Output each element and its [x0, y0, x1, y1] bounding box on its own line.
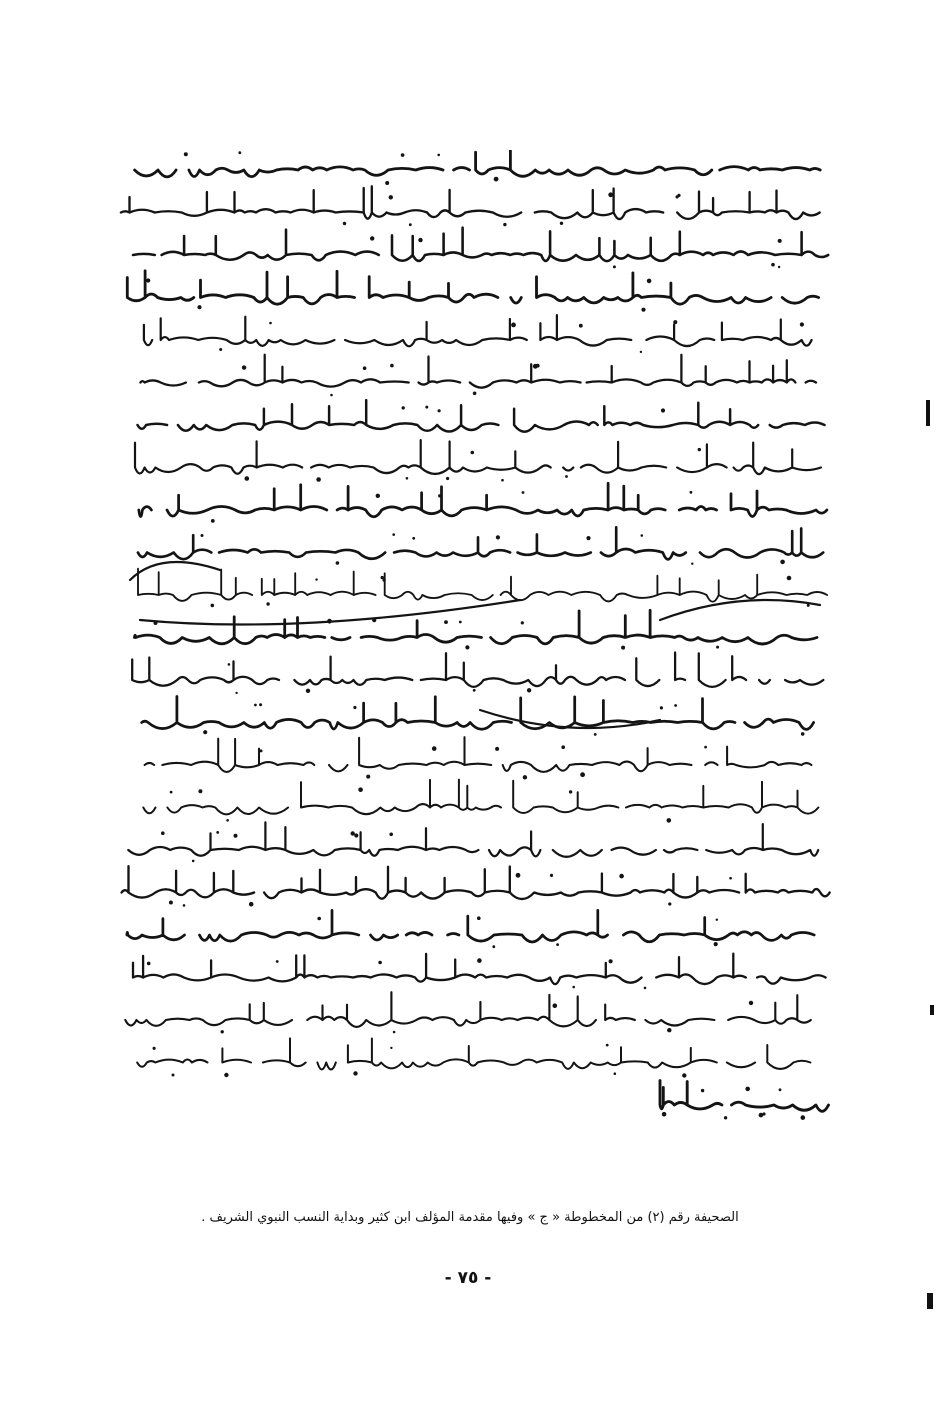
diacritic-dot — [533, 364, 538, 369]
script-line — [138, 527, 823, 559]
diacritic-dot — [219, 348, 222, 351]
diacritic-dot — [276, 960, 279, 963]
diacritic-dot — [228, 663, 231, 666]
diacritic-dot — [640, 351, 642, 353]
script-line — [107, 866, 830, 899]
diacritic-dot — [473, 689, 476, 692]
diacritic-dot — [390, 364, 394, 368]
diacritic-dot — [800, 322, 804, 326]
diacritic-dot — [343, 222, 346, 225]
diacritic-dot — [579, 324, 583, 328]
diacritic-dot — [674, 704, 677, 707]
page-number: - ٧٥ - — [444, 1268, 492, 1288]
diacritic-dot — [641, 534, 644, 537]
diacritic-dot — [641, 308, 645, 312]
diacritic-dot — [749, 1001, 753, 1005]
diacritic-dot — [366, 775, 370, 779]
diacritic-dot — [661, 408, 665, 412]
diacritic-dot — [527, 688, 531, 692]
diacritic-dot — [494, 177, 499, 182]
diacritic-dot — [465, 645, 469, 649]
script-line — [660, 1081, 829, 1112]
diacritic-dot — [608, 192, 613, 197]
diacritic-dot — [392, 533, 395, 536]
script-line — [145, 737, 812, 772]
diacritic-dot — [238, 151, 241, 154]
diacritic-dot — [393, 1031, 396, 1034]
diacritic-dot — [183, 904, 186, 907]
script-line — [135, 440, 821, 474]
diacritic-dot — [780, 560, 785, 565]
script-line — [137, 1038, 810, 1069]
script-line — [143, 780, 818, 815]
script-line — [121, 186, 820, 219]
diacritic-dot — [477, 958, 482, 963]
diacritic-dot — [376, 494, 380, 498]
diacritic-dot — [511, 323, 516, 328]
diacritic-dot — [522, 491, 525, 494]
diacritic-dot — [330, 394, 333, 397]
diacritic-dot — [503, 223, 506, 226]
diacritic-dot — [221, 1030, 224, 1033]
diacritic-dot — [523, 775, 527, 779]
diacritic-dot — [621, 646, 625, 650]
diacritic-dot — [169, 901, 173, 905]
diacritic-dot — [778, 266, 780, 268]
diacritic-dot — [609, 959, 613, 963]
script-line — [142, 697, 814, 730]
diacritic-dot — [363, 366, 367, 370]
diacritic-dot — [351, 831, 355, 835]
diacritic-dot — [172, 1074, 175, 1077]
diacritic-dot — [412, 537, 415, 540]
diacritic-dot — [668, 902, 671, 905]
script-line — [119, 822, 819, 856]
diacritic-dot — [353, 706, 356, 709]
diacritic-dot — [778, 239, 782, 243]
diacritic-dot — [266, 602, 269, 605]
diacritic-dot — [437, 154, 440, 157]
diacritic-dot — [161, 831, 165, 835]
diacritic-dot — [759, 1113, 764, 1118]
diacritic-dot — [690, 491, 693, 494]
diacritic-dot — [594, 733, 597, 736]
diacritic-dot — [259, 703, 262, 706]
diacritic-dot — [745, 1087, 750, 1092]
diacritic-dot — [614, 1072, 617, 1075]
diacritic-dot — [501, 479, 504, 482]
diacritic-dot — [438, 494, 441, 497]
script-line — [140, 355, 816, 388]
script-line — [122, 150, 820, 177]
diacritic-dot — [316, 477, 321, 482]
diacritic-dot — [203, 730, 207, 734]
diacritic-dot — [385, 181, 389, 185]
diacritic-dot — [211, 519, 215, 523]
diacritic-dot — [269, 322, 272, 325]
diacritic-dot — [446, 477, 449, 480]
diacritic-dot — [606, 1044, 609, 1047]
diacritic-dot — [553, 1003, 558, 1008]
diacritic-dot — [580, 772, 585, 777]
diacritic-dot — [184, 152, 188, 156]
diacritic-dot — [779, 1088, 782, 1091]
diacritic-dot — [521, 621, 524, 624]
script-line — [139, 483, 827, 517]
diacritic-dot — [146, 278, 150, 282]
diacritic-dot — [565, 475, 568, 478]
diacritic-dot — [406, 477, 409, 480]
diacritic-dot — [390, 1047, 392, 1049]
script-line — [144, 315, 812, 346]
diacritic-dot — [198, 789, 202, 793]
diacritic-dot — [644, 987, 647, 990]
diacritic-dot — [667, 818, 672, 823]
diacritic-dot — [682, 1073, 686, 1077]
diacritic-dot — [315, 578, 317, 580]
diacritic-dot — [556, 943, 559, 946]
diacritic-dot — [389, 195, 393, 199]
diacritic-dot — [550, 874, 553, 877]
diacritic-dot — [370, 236, 374, 240]
diacritic-dot — [254, 704, 257, 707]
diacritic-dot — [432, 746, 437, 751]
diacritic-dot — [147, 962, 151, 966]
diacritic-dot — [704, 746, 707, 749]
diacritic-dot — [224, 1073, 228, 1077]
diacritic-dot — [561, 745, 565, 749]
diacritic-dot — [260, 749, 263, 752]
diacritic-dot — [801, 1115, 806, 1120]
diacritic-dot — [477, 916, 481, 920]
diacritic-dot — [402, 406, 405, 409]
diacritic-dot — [673, 320, 677, 324]
diacritic-dot — [771, 263, 775, 267]
diacritic-dot — [354, 833, 358, 837]
diacritic-dot — [586, 536, 590, 540]
diacritic-dot — [495, 747, 499, 751]
diacritic-dot — [234, 834, 238, 838]
diacritic-dot — [459, 621, 462, 624]
diacritic-dot — [170, 791, 173, 794]
diacritic-dot — [153, 1047, 156, 1050]
script-line — [132, 653, 823, 687]
diacritic-dot — [216, 831, 219, 834]
diacritic-dot — [358, 787, 363, 792]
diacritic-dot — [698, 448, 701, 451]
scan-edge-mark — [926, 400, 930, 426]
diacritic-dot — [192, 860, 195, 863]
diacritic-dot — [619, 874, 624, 879]
diacritic-dot — [516, 873, 521, 878]
diacritic-dot — [729, 877, 732, 880]
figure-caption: الصحيفة رقم (٢) من المخطوطة « ج » وفيها مقدمة المؤلف ابن كثير وبداية النسب النبوي الشريف . — [201, 1210, 739, 1225]
diacritic-dot — [378, 961, 382, 965]
diacritic-dot — [409, 223, 412, 226]
diacritic-dot — [418, 238, 422, 242]
diacritic-dot — [425, 406, 428, 409]
diacritic-dot — [569, 790, 572, 793]
diacritic-dot — [716, 646, 719, 649]
diacritic-dot — [336, 561, 340, 565]
diacritic-dot — [201, 534, 204, 537]
script-line — [138, 569, 827, 602]
diacritic-dot — [353, 1071, 357, 1075]
diacritic-dot — [662, 1112, 667, 1117]
diacritic-dot — [807, 604, 810, 607]
diacritic-dot — [381, 576, 384, 579]
script-line — [125, 992, 811, 1027]
diacritic-dot — [226, 819, 229, 822]
diacritic-dot — [235, 692, 237, 694]
diacritic-dot — [724, 1116, 727, 1119]
diacritic-dot — [438, 409, 441, 412]
diacritic-dot — [389, 833, 393, 837]
diacritic-dot — [242, 365, 246, 369]
script-line — [127, 910, 814, 942]
diacritic-dot — [471, 451, 475, 455]
diacritic-dot — [245, 476, 250, 481]
diacritic-dot — [572, 986, 575, 989]
diacritic-dot — [306, 689, 310, 693]
diacritic-dot — [716, 919, 718, 921]
diacritic-dot — [801, 732, 805, 736]
diacritic-dot — [667, 1028, 671, 1032]
script-line — [133, 954, 826, 985]
manuscript-image — [100, 150, 860, 1190]
diacritic-dot — [676, 195, 679, 198]
diacritic-dot — [560, 222, 563, 225]
script-line — [134, 610, 817, 644]
diacritic-dot — [691, 563, 693, 565]
diacritic-dot — [317, 917, 321, 921]
script-line — [133, 228, 828, 262]
script-line — [126, 400, 825, 432]
script-line — [116, 271, 819, 304]
diacritic-dot — [714, 942, 718, 946]
diacritic-dot — [787, 576, 792, 581]
diacritic-dot — [647, 279, 652, 284]
scan-edge-mark — [930, 1005, 934, 1015]
diacritic-dot — [701, 1089, 704, 1092]
diacritic-dot — [197, 305, 201, 309]
diacritic-dot — [660, 706, 663, 709]
diacritic-dot — [473, 392, 477, 396]
diacritic-dot — [249, 902, 254, 907]
diacritic-dot — [492, 945, 495, 948]
diacritic-dot — [401, 153, 405, 157]
diacritic-dot — [444, 620, 448, 624]
diacritic-dot — [211, 604, 215, 608]
diacritic-dot — [496, 535, 500, 539]
scan-edge-mark — [927, 1293, 933, 1309]
diacritic-dot — [613, 265, 616, 268]
